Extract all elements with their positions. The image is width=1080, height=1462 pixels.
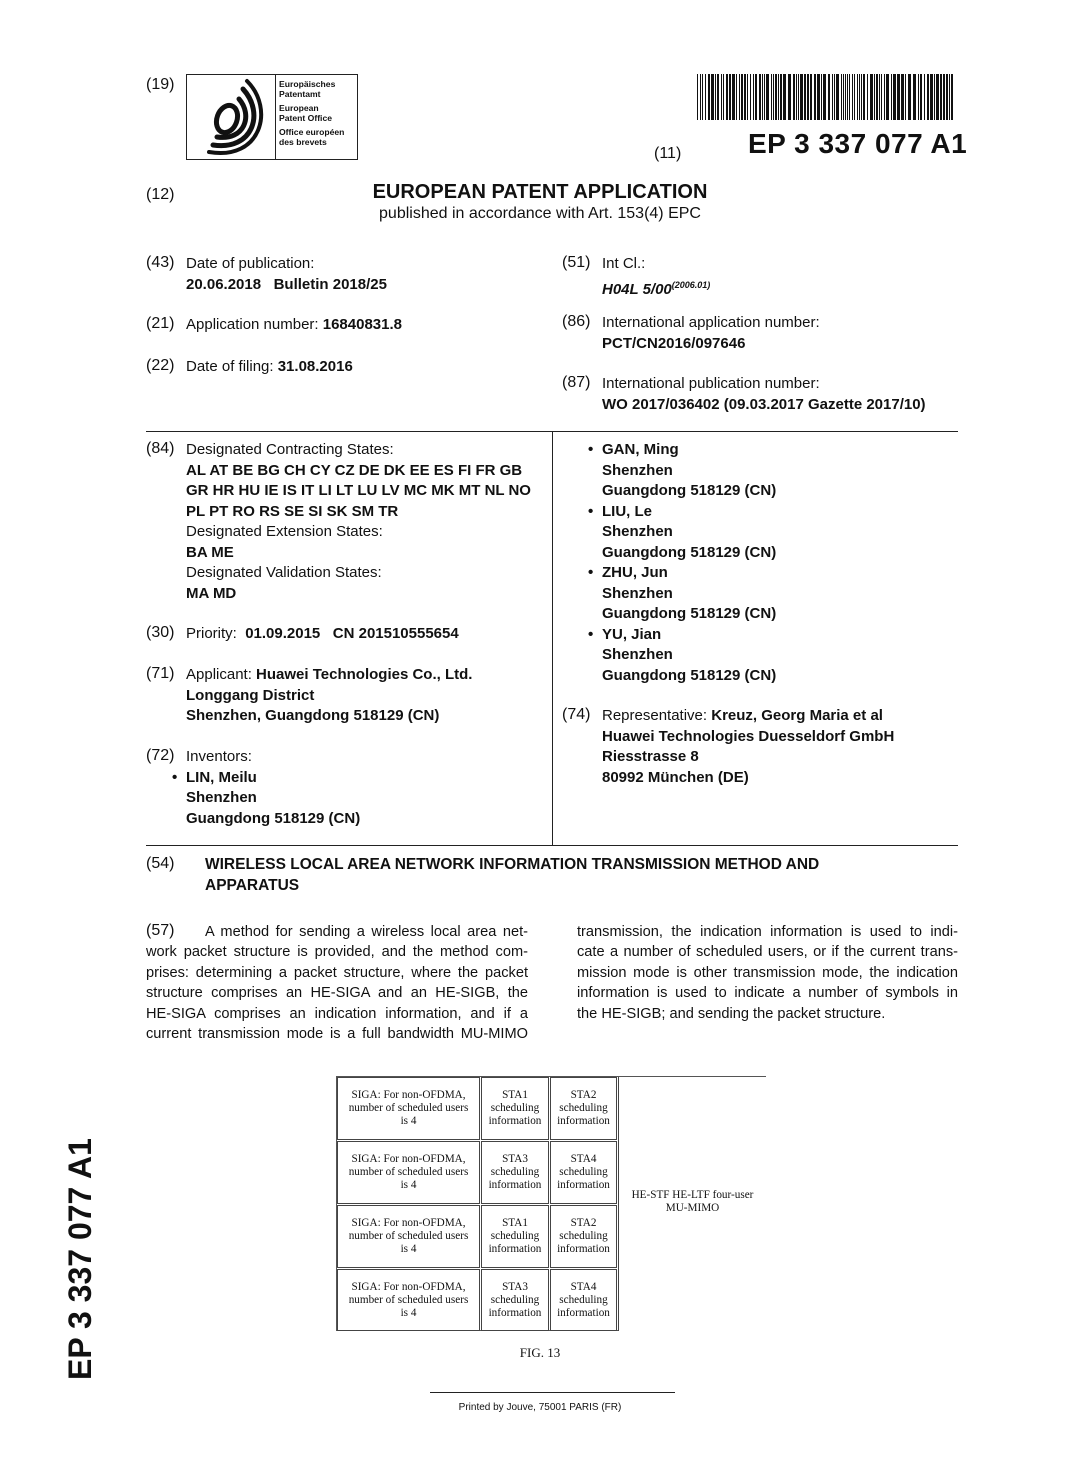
barcode-bar (943, 74, 945, 120)
inid-21: (21) (146, 315, 175, 332)
barcode-bar (881, 74, 882, 120)
intl-application-field: International application number: PCT/CN2016/097646 (602, 314, 820, 352)
sta-cell: STA4 scheduling information (550, 1269, 617, 1331)
barcode-bar (886, 74, 889, 120)
barcode-bar (893, 74, 896, 120)
application-number-field: Application number: 16840831.8 (186, 316, 402, 333)
barcode-bar (918, 74, 919, 120)
abstract-left: A method for sending a wireless local area net- work packet structure is provided, and the method com- prises: determining a packet structure, where the packet structure comprises an HE-SIGA and an HE-SIGB, the HE-SIGA comprises an indication information, and if a current transmission mode is a full bandwidth MU-MIMO (146, 924, 528, 1043)
barcode-bar (814, 74, 816, 120)
divider-vertical (552, 431, 553, 846)
footer-rule (430, 1392, 675, 1393)
inid-30: (30) (146, 624, 175, 641)
publication-number: EP 3 337 077 A1 (748, 128, 968, 159)
barcode-bar (930, 74, 933, 120)
barcode-bar (836, 74, 839, 120)
barcode-bar (832, 74, 833, 120)
barcode-bar (759, 74, 761, 120)
barcode-bar (859, 74, 860, 120)
document-type: EUROPEAN PATENT APPLICATION (372, 181, 708, 203)
barcode (697, 74, 957, 120)
barcode-bar (905, 74, 906, 120)
barcode-bar (817, 74, 820, 120)
barcode-bar (834, 74, 835, 120)
barcode-bar (870, 74, 873, 120)
office-name: Europäisches Patentamt European Patent Office Office européen des brevets (279, 79, 345, 147)
inid-71: (71) (146, 665, 175, 682)
barcode-bar (843, 74, 844, 120)
barcode-bar (726, 74, 728, 120)
epo-logo-icon (187, 75, 273, 159)
barcode-bar (798, 74, 799, 120)
barcode-bar (764, 74, 765, 120)
sta-cell: STA1 scheduling information (481, 1077, 549, 1140)
barcode-bar (854, 74, 855, 120)
barcode-bar (721, 74, 722, 120)
barcode-bar (753, 74, 754, 120)
barcode-bar (863, 74, 865, 120)
inid-54: (54) (146, 855, 175, 872)
barcode-bar (804, 74, 806, 120)
representative-field: Representative: Kreuz, Georg Maria et al Huawei Technologies Duesseldorf GmbH Riesstrasse 8 80992 München (DE) (602, 707, 895, 786)
sta-cell: STA3 scheduling information (481, 1269, 549, 1331)
inid-74: (74) (562, 706, 591, 723)
figure-caption: FIG. 13 (519, 1345, 561, 1360)
barcode-bar (807, 74, 809, 120)
barcode-bar (828, 74, 830, 120)
barcode-bar (936, 74, 939, 120)
barcode-bar (766, 74, 769, 120)
barcode-bar (940, 74, 942, 120)
publication-date-field: Date of publication: 20.06.2018 Bulletin 2018/25 (186, 255, 387, 293)
barcode-bar (908, 74, 911, 120)
barcode-bar (800, 74, 803, 120)
barcode-bar (913, 74, 916, 120)
applicant-field: Applicant: Huawei Technologies Co., Ltd. Longgang District Shenzhen, Guangdong 518129 (CN) (186, 666, 473, 724)
barcode-bar (852, 74, 853, 120)
inid-43: (43) (146, 254, 175, 271)
intl-publication-field: International publication number: WO 2017/036402 (09.03.2017 Gazette 2017/10) (602, 375, 926, 413)
inventor-entry: • YU, Jian (588, 625, 662, 643)
printer-note: Printed by Jouve, 75001 PARIS (FR) (458, 1402, 622, 1413)
barcode-bar (841, 74, 842, 120)
barcode-bar (874, 74, 875, 120)
barcode-bar (823, 74, 826, 120)
barcode-bar (717, 74, 719, 120)
barcode-bar (849, 74, 850, 120)
barcode-bar (780, 74, 782, 120)
barcode-bar (778, 74, 779, 120)
barcode-bar (876, 74, 878, 120)
barcode-bar (783, 74, 786, 120)
inid-72: (72) (146, 747, 175, 764)
barcode-bar (708, 74, 710, 120)
inventor-entry: • ZHU, Jun (588, 564, 668, 581)
barcode-bar (920, 74, 922, 120)
sta-cell: STA3 scheduling information (481, 1141, 549, 1204)
barcode-bar (924, 74, 925, 120)
barcode-bar (747, 74, 748, 120)
barcode-bar (857, 74, 858, 120)
barcode-bar (934, 74, 935, 120)
siga-cell: SIGA: For non-OFDMA, number of scheduled users is 4 (337, 1077, 480, 1140)
priority-field: Priority: 01.09.2015 CN 201510555654 (186, 625, 459, 642)
barcode-bar (697, 74, 698, 120)
document-subtype: published in accordance with Art. 153(4) EPC (379, 205, 701, 222)
sidebar-publication-number: EP 3 337 077 A1 (62, 1138, 98, 1380)
barcode-bar (946, 74, 948, 120)
barcode-bar (793, 74, 795, 120)
abstract-right: transmission, the indication information is used to indi- cate a number of scheduled users, or if the current trans- mission mode is other transmission mode, the indication information is used to indicate a number of symbols in the HE-SIGB; and sending the packet structure. (577, 924, 958, 1022)
divider-bottom (146, 845, 958, 846)
barcode-bar (705, 74, 706, 120)
barcode-bar (949, 74, 950, 120)
barcode-bar (729, 74, 731, 120)
sta-cell: STA4 scheduling information (550, 1141, 617, 1204)
barcode-bar (796, 74, 797, 120)
barcode-bar (732, 74, 735, 120)
inid-57: (57) (146, 922, 175, 939)
inventors-field: Inventors: • LIN, Meilu Shenzhen Guangdong 518129 (CN) (172, 748, 361, 827)
barcode-bar (744, 74, 746, 120)
barcode-bar (771, 74, 772, 120)
barcode-bar (775, 74, 777, 120)
barcode-bar (897, 74, 900, 120)
barcode-bar (884, 74, 885, 120)
siga-cell: SIGA: For non-OFDMA, number of scheduled users is 4 (337, 1205, 480, 1268)
inventor-entry: • LIU, Le (588, 502, 653, 520)
barcode-bar (951, 74, 953, 120)
inid-22: (22) (146, 357, 175, 374)
designated-states-field: Designated Contracting States: AL AT BE BG CH CY CZ DE DK EE ES FI FR GB GR HR HU IE IS IT LI LT LU LV MC MK MT NL NO PL PT RO RS SE SI SK SM TR Designated Extension States: BA ME Designated Validation States: MA MD (186, 441, 531, 602)
inid-86: (86) (562, 313, 591, 330)
barcode-bar (891, 74, 892, 120)
inventor-entry: • GAN, Ming (588, 441, 679, 458)
inventor-entry: • LIN, Meilu (172, 768, 257, 786)
epo-logo (186, 74, 358, 160)
inid-87: (87) (562, 374, 591, 391)
barcode-bar (739, 74, 740, 120)
barcode-bar (773, 74, 774, 120)
figure-13 (336, 1076, 766, 1331)
he-stf-cell: HE-STF HE-LTF four-user MU-MIMO (618, 1077, 766, 1331)
inid-11: (11) (654, 145, 682, 162)
invention-title: WIRELESS LOCAL AREA NETWORK INFORMATION TRANSMISSION METHOD AND APPARATUS (205, 856, 820, 894)
barcode-bar (901, 74, 904, 120)
inid-12: (12) (146, 186, 175, 203)
barcode-bar (879, 74, 880, 120)
barcode-bar (927, 74, 929, 120)
inid-19: (19) (146, 76, 175, 93)
siga-cell: SIGA: For non-OFDMA, number of scheduled users is 4 (337, 1269, 480, 1331)
filing-date-field: Date of filing: 31.08.2016 (186, 358, 353, 375)
barcode-bar (750, 74, 751, 120)
barcode-bar (711, 74, 714, 120)
barcode-bar (755, 74, 757, 120)
barcode-bar (845, 74, 846, 120)
inventors-continued: • GAN, Ming Shenzhen Guangdong 518129 (CN) • LIU, Le Shenzhen Guangdong 518129 (CN) • ZHU, Jun Shenzhen Guangdong 518129 (CN) • YU, Jian Shenzhen Guangdong 518129 (CN) (588, 441, 777, 684)
barcode-bar (723, 74, 724, 120)
sta-cell: STA2 scheduling information (550, 1077, 617, 1140)
barcode-bar (736, 74, 737, 120)
inid-51: (51) (562, 254, 591, 271)
inid-84: (84) (146, 440, 175, 457)
barcode-bar (715, 74, 716, 120)
logo-divider (275, 75, 276, 159)
barcode-bar (700, 74, 701, 120)
int-cl-field: Int Cl.: H04L $5/00^{(2006.01)}$ (602, 255, 711, 298)
sta-cell: STA1 scheduling information (481, 1205, 549, 1268)
barcode-bar (810, 74, 812, 120)
barcode-bar (788, 74, 791, 120)
barcode-bar (762, 74, 763, 120)
barcode-bar (847, 74, 848, 120)
siga-cell: SIGA: For non-OFDMA, number of scheduled users is 4 (337, 1141, 480, 1204)
barcode-bar (821, 74, 822, 120)
barcode-bar (867, 74, 868, 120)
barcode-bar (861, 74, 862, 120)
sta-cell: STA2 scheduling information (550, 1205, 617, 1268)
barcode-bar (741, 74, 743, 120)
barcode-bar (702, 74, 703, 120)
